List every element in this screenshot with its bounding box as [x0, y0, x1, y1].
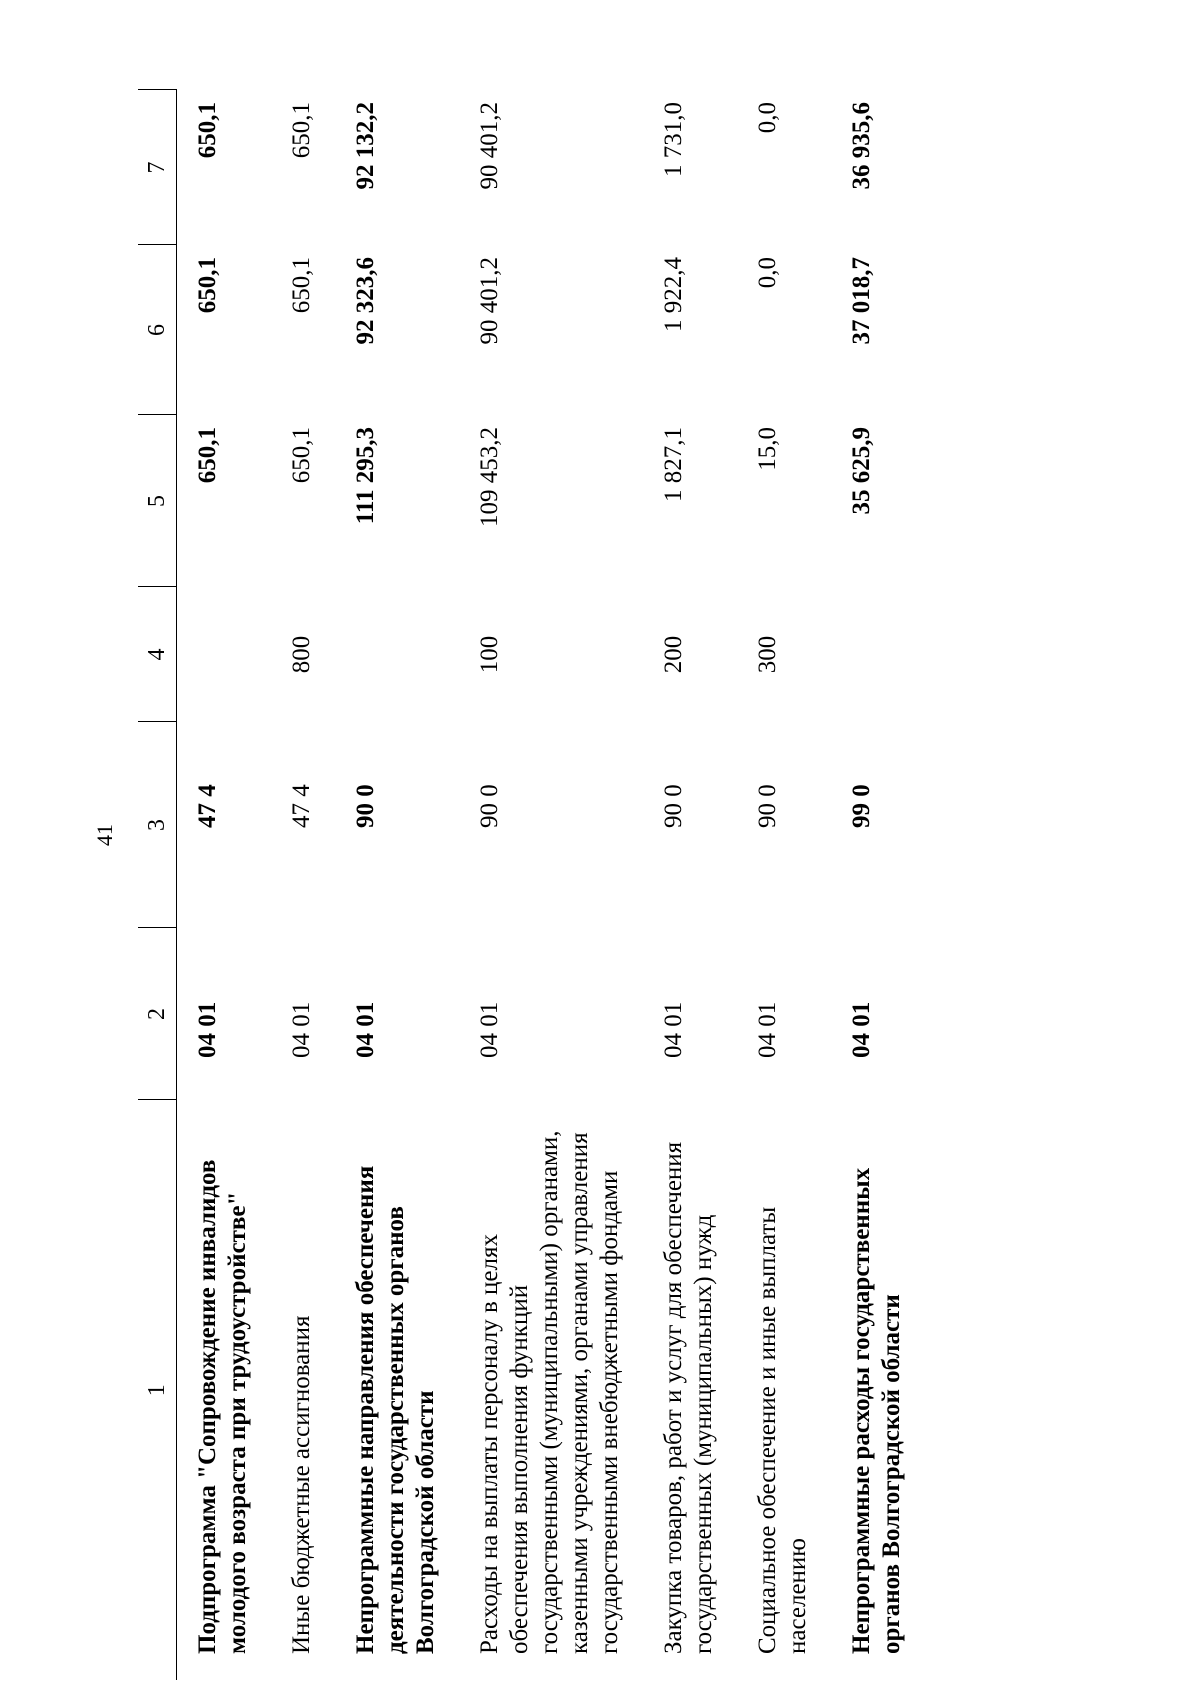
- table-header-row: [138, 90, 177, 1680]
- row-section: 04 01: [194, 1001, 221, 1058]
- row-value-7: 36 935,6: [848, 102, 875, 190]
- row-name: Непрограммные расходы государственных органов Волгоградской области: [848, 1167, 905, 1654]
- row-value-7: 92 132,2: [352, 102, 379, 190]
- column-header-2: 2: [138, 928, 177, 1100]
- row-value-5: 650,1: [194, 427, 221, 484]
- row-value-7: 650,1: [288, 102, 315, 159]
- table-row: [271, 90, 335, 1680]
- row-target: 90 0: [754, 784, 781, 828]
- row-section: 04 01: [660, 1001, 687, 1058]
- row-section: 04 01: [288, 1001, 315, 1058]
- row-name: Расходы на выплаты персоналу в целях обеспечения выполнения функций государственными (муниципальными) органами, казенными учреждениями, органами управления государственными внебюджетными фондами: [476, 1130, 623, 1654]
- row-value-7: 0,0: [754, 102, 781, 134]
- row-expense-type: [335, 587, 459, 722]
- row-section: 04 01: [848, 1001, 875, 1058]
- row-value-6: 650,1: [288, 257, 315, 314]
- row-value-6: 90 401,2: [476, 257, 503, 345]
- column-header-3: 3: [138, 722, 177, 928]
- column-header-6: 6: [138, 245, 177, 415]
- row-target: 47 4: [288, 784, 315, 828]
- row-expense-type: [831, 587, 925, 722]
- row-value-7: 1 731,0: [660, 102, 687, 177]
- row-value-7: 650,1: [194, 102, 221, 159]
- row-name: Непрограммные направления обеспечения деятельности государственных органов Волгоградской области: [352, 1165, 439, 1654]
- row-value-5: 35 625,9: [848, 427, 875, 515]
- row-value-5: 650,1: [288, 427, 315, 484]
- table-row: [335, 90, 459, 1680]
- row-value-6: 92 323,6: [352, 257, 379, 345]
- row-section: 04 01: [352, 1001, 379, 1058]
- column-header-7: 7: [138, 90, 177, 245]
- table-row: [831, 90, 925, 1680]
- table-row: [459, 90, 643, 1680]
- row-expense-type: 200: [660, 635, 687, 674]
- row-name: Закупка товаров, работ и услуг для обеспечения государственных (муниципальных) нужд: [660, 1141, 717, 1654]
- row-value-6: 37 018,7: [848, 257, 875, 345]
- row-name: Социальное обеспечение и иные выплаты населению: [754, 1206, 811, 1654]
- row-section: 04 01: [754, 1001, 781, 1058]
- column-header-5: 5: [138, 415, 177, 587]
- row-value-5: 111 295,3: [352, 427, 379, 525]
- row-expense-type: 800: [288, 635, 315, 674]
- row-target: 99 0: [848, 784, 875, 828]
- row-expense-type: [177, 587, 272, 722]
- row-target: 90 0: [476, 784, 503, 828]
- row-expense-type: 300: [754, 635, 781, 674]
- table-row: [643, 90, 737, 1680]
- row-target: 47 4: [194, 784, 221, 828]
- budget-table: [138, 90, 925, 1681]
- column-header-4: 4: [138, 587, 177, 722]
- column-header-1: 1: [138, 1100, 177, 1680]
- row-value-6: 650,1: [194, 257, 221, 314]
- row-target: 90 0: [660, 784, 687, 828]
- row-target: 90 0: [352, 784, 379, 828]
- table-row: [737, 90, 831, 1680]
- row-value-5: 109 453,2: [476, 427, 503, 527]
- row-expense-type: 100: [476, 635, 503, 674]
- row-value-6: 0,0: [754, 257, 781, 289]
- row-value-5: 1 827,1: [660, 427, 687, 502]
- page-number: 41: [92, 824, 117, 846]
- row-name: Иные бюджетные ассигнования: [288, 1315, 315, 1654]
- row-value-7: 90 401,2: [476, 102, 503, 190]
- row-value-5: 15,0: [754, 427, 781, 471]
- row-value-6: 1 922,4: [660, 257, 687, 332]
- row-section: 04 01: [476, 1001, 503, 1058]
- table-row: [177, 90, 272, 1680]
- row-name: Подпрограмма "Сопровождение инвалидов молодого возраста при трудоустройстве": [194, 1159, 251, 1654]
- budget-table-container: [138, 90, 1138, 1680]
